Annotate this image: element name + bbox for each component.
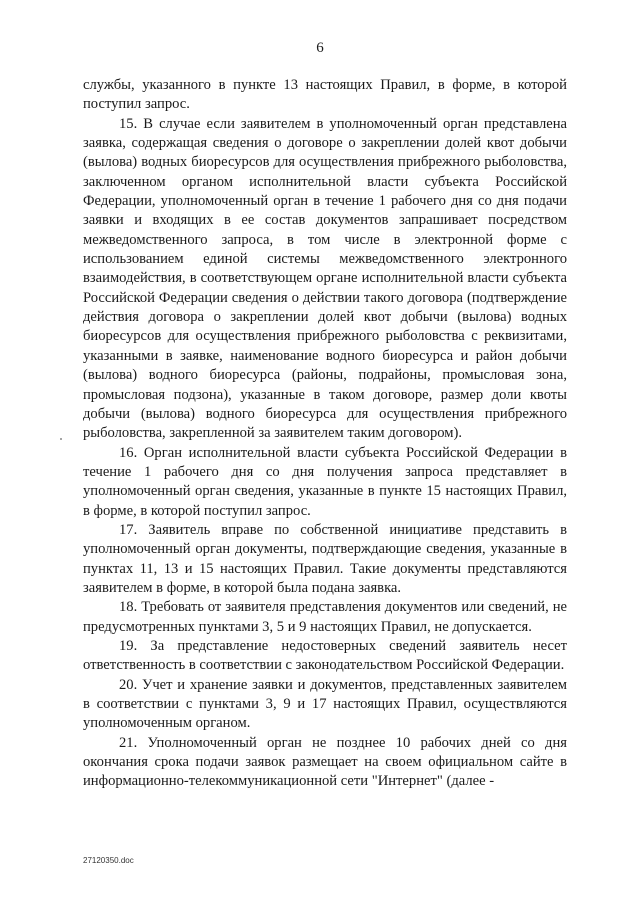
- paragraph-18: 18. Требовать от заявителя представления документов или сведений, не предусмотренных пунктами 3, 5 и 9 настоящих Правил, не допускается.: [83, 599, 567, 635]
- footer-document-code: 27120350.doc: [83, 856, 134, 865]
- paragraph-19: 19. За представление недостоверных сведений заявитель несет ответственность в соответствии с законодательством Российской Федерации.: [83, 637, 567, 674]
- paragraph-continuation: службы, указанного в пункте 13 настоящих Правил, в форме, в которой поступил запрос.: [83, 77, 567, 113]
- paragraph-16: 16. Орган исполнительной власти субъекта Российской Федерации в течение 1 рабочего дня со дня получения запроса представляет в уполномоченный орган сведения, указанные в пункте 15 настоящих Правил, в форме, в которой поступил запрос.: [83, 444, 567, 519]
- paragraph-15: 15. В случае если заявителем в уполномоченный орган представлена заявка, содержащая сведения о договоре о закреплении долей квот добычи (вылова) водных биоресурсов для осуществления прибрежного рыболовства, заключенном органом исполнительной власти субъекта Российской Федерации, уполномоченный орган в течение 1 рабочего дня со дня подачи заявки и входящих в ее состав документов запрашивает посредством межведомственного запроса, в том числе в электронной форме с использованием единой системы межведомственного электронного взаимодействия, в соответствующем органе исполнительной власти субъекта Российской Федерации сведения о действии такого договора (подтверждение действия договора о закреплении долей квот добычи (вылова) водных биоресурсов для осуществления прибрежного рыболовства с реквизитами, указанными в заявке, наименование водного биоресурса и район добычи (вылова) водного биоресурса (районы, подрайоны, промысловая зона, промысловая подзона), указанные в таком договоре, размер доли квоты добычи (вылова) водного биоресурса для осуществления прибрежного рыболовства, закрепленной за заявителем таким договором).: [83, 115, 567, 442]
- paragraph-21: 21. Уполномоченный орган не позднее 10 рабочих дней со дня окончания срока подачи заявок размещает на своем официальном сайте в информационно-телекоммуникационной сети "Интернет" (далее -: [83, 734, 567, 790]
- page-number: 6: [316, 40, 324, 56]
- paragraph-17: 17. Заявитель вправе по собственной инициативе представить в уполномоченный орган документы, подтверждающие сведения, указанные в пунктах 11, 13 и 15 настоящих Правил. Такие документы представляются заявителем в форме, в которой была подана заявка.: [83, 521, 567, 596]
- margin-speck: [60, 438, 62, 440]
- document-body: [83, 76, 567, 792]
- paragraph-20: 20. Учет и хранение заявки и документов, представленных заявителем в соответствии с пунктами 3, 9 и 17 настоящих Правил, осуществляются уполномоченным органом.: [83, 676, 567, 732]
